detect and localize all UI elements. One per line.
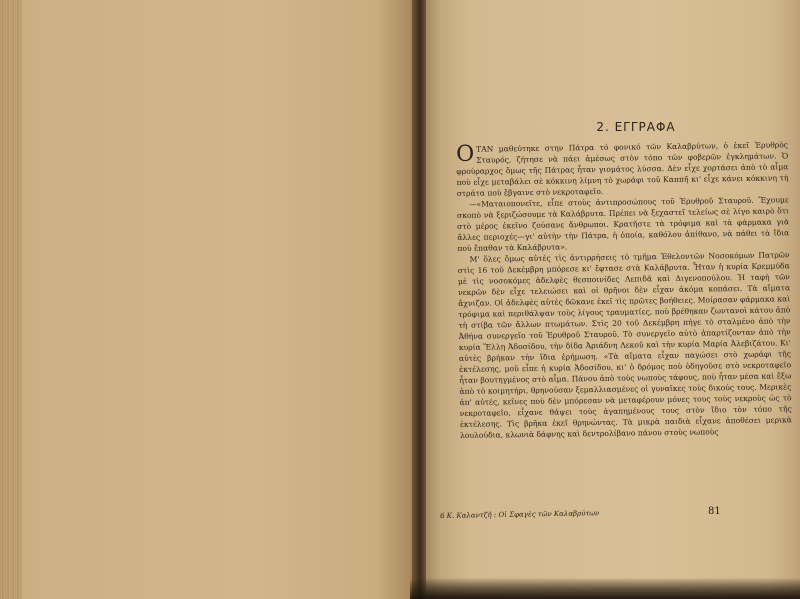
page-number: 81 bbox=[708, 506, 721, 517]
page-edge-stack bbox=[0, 0, 22, 599]
paragraph-1-text: ΤΑΝ μαθεύτηκε στην Πάτρα τό φονικό τῶν Καλαβρύτων, ὁ ἐκεῖ Ἐρυθρὸς Σταυρός, ζήτησε νὰ πάει ἀμέσως στὸν τόπο τῶν φοβερῶν ἐγκλημάτων. Ὁ φρούραρχος ὅμως τῆς Πάτρας ἦταν γιομάτος λύσσα. Δὲν εἶχε χορτάσει ἀπὸ τὸ αἷμα ποὺ εἶχε μεταβάλει σὲ κόκκινη λίμνη τὸ χωράφι τοῦ Καππῆ κι' εἶχε κάνει κόκκινη τὴ στράτα ποὺ ἔβγαινε στὸ νεκροταφεῖο. bbox=[456, 140, 789, 198]
chapter-body bbox=[456, 139, 792, 441]
chapter-title: 2. ΕΓΓΡΑΦΑ bbox=[596, 120, 676, 134]
paragraph-3: Μ' ὅλες ὅμως αὐτὲς τὶς ἀντιρρήσεις τὸ τμῆμα Ἐθελοντῶν Νοσοκόμων Πατρῶν στὶς 16 τοῦ Δεκέμβρη μπόρεσε κι' ἔφτασε στὰ Καλάβρυτα. Ἦταν ἡ κυρία Κρεμμύδα μὲ τὶς νοσοκόμες ἀδελφὲς θεσποινίδες Λεπιδᾶ καὶ Διγενοπούλου. Ἡ ταφὴ τῶν νεκρῶν δὲν εἶχε τελειώσει καὶ οἱ θρῆνοι δὲν εἶχαν ἀκόμα κοπάσει. Τὰ αἵματα ἄχνιζαν. Οἱ ἀδελφὲς αὐτὲς δῶκανε ἐκεῖ τὶς πρῶτες βοήθειες. Μοίρασαν φάρμακα καὶ τρόφιμα καὶ περιθάλψαν τοὺς λίγους τραυματίες, ποὺ βρέθηκαν ζωντανοὶ κάτου ἀπὸ τὴ στίβα τῶν ἄλλων πτωμάτων. Στὶς 20 τοῦ Δεκέμβρη πήγε τὸ σταλμένο ἀπὸ τὴν Ἀθήνα συνεργεῖο τοῦ Ἐρυθροῦ Σταυροῦ. Τὸ συνεργεῖο αὐτὸ ἀπαρτίζονταν ἀπὸ τὴν κυρία Ἔλλη Ἀδοσίδου, τὴν δίδα Ἀριάδνη Λεκοῦ καὶ τὴν κυρία Μαρία Ἀλεβιζάτου. Κι' αὐτὲς βρήκαν τὴν ἴδια ἐρήμωση. «Τὰ αἵματα εἶχαν παγώσει στὸ χωράφι τῆς ἐκτέλεσης, μοῦ εἶπε ἡ κυρία Ἀδοσίδου, κι' ὁ δρόμος ποὺ ὁδηγοῦσε στὸ νεκροταφεῖο ἦταν βουτηγμένος στὸ αἷμα. Πάνου ἀπὸ τοὺς νωποὺς τάφους, ποὺ ἦταν μέσα καὶ ἔξω ἀπὸ τὸ κοιμητήρι, θρηνούσαν ξεμαλλιασμένες οἱ γυναῖκες τοὺς δικούς τους. Μερικὲς ἀπ' αὐτές, κεῖνες ποὺ δὲν μπόρεσαν νὰ μεταφέρουν μόνες τους τοὺς νεκροὺς ὡς τὸ νεκροταφεῖο, εἶχανε θάψει τοὺς ἀγαπημένους τους στὸν ἴδιο τὸν τόπο τῆς ἐκτέλεσης. Τὶς βρῆκα ἐκεῖ θρηνώντας. Τὰ μικρὰ παιδιὰ εἶχανε ἀποθέσει μερικὰ λουλούδια, κλωνιὰ δάφνης καὶ δεντρολίβανο πάνου στοὺς νωποὺς bbox=[457, 250, 792, 440]
shadow-bottom-edge bbox=[410, 578, 800, 599]
paragraph-2: —«Ματαιοπονεῖτε, εἶπε στοὺς ἀντιπροσώπους τοῦ Ἐρυθροῦ Σταυροῦ. Ἔχουμε σκοπὸ νὰ ξεριζώσουμε τὰ Καλάβρυτα. Πρέπει νὰ ξεχαστεῖ τελείως σὲ λίγο καιρὸ ὅτι στὸ μέρος ἐκεῖνο ζούσανε ἄνθρωποι. Κρατῆστε τὰ τρόφιμα καὶ τὰ φάρμακα γιὰ ἄλλες περιοχές—γι' αὐτὴν τὴν Πάτρα, ἡ ὁποία, καθόλου ἀπίθανο, νὰ πάθει τὰ ἴδια ποὺ ἔπαθαν τὰ Καλάβρυτα». bbox=[456, 195, 790, 253]
page-footer-signature: 6 Κ. Καλαντζῆ : Οἱ Σφαγὲς τῶν Καλαβρύτων bbox=[440, 509, 600, 520]
paragraph-1 bbox=[456, 139, 789, 199]
drop-cap-letter: Ο bbox=[455, 141, 475, 167]
